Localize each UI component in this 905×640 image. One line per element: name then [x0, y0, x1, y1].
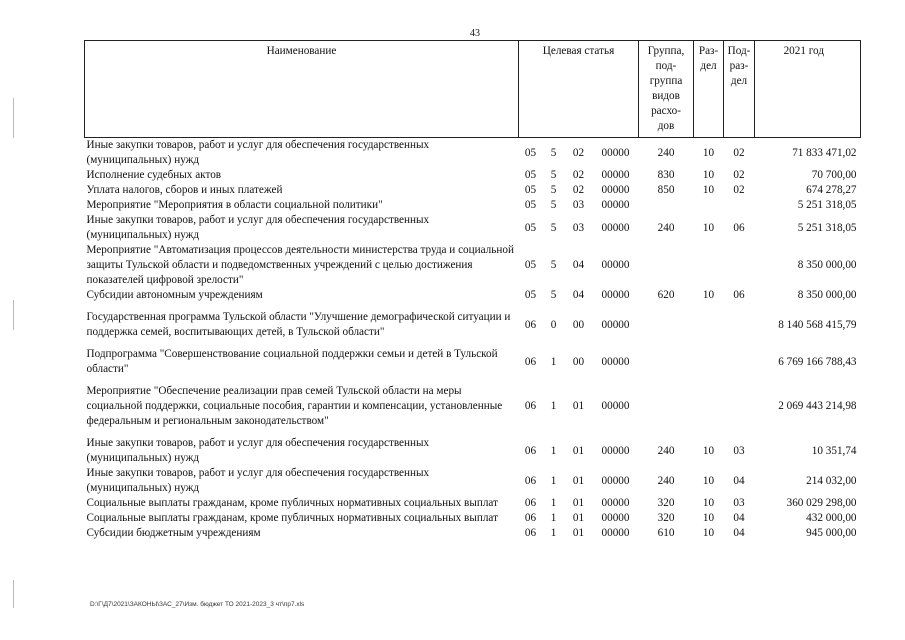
row-code-program: 06: [524, 497, 537, 509]
header-target-article: Целевая статья: [519, 41, 639, 138]
row-code-direction: 00000: [601, 318, 630, 331]
row-code-direction: 00000: [601, 497, 630, 509]
row-section: 10: [702, 169, 715, 181]
row-group: 240: [657, 444, 675, 457]
row-group: 320: [657, 497, 675, 509]
row-amount: 6 769 166 788,43: [778, 355, 857, 368]
row-code-subprogram: 1: [550, 474, 557, 487]
row-code-event: 00: [572, 318, 585, 331]
row-amount: 945 000,00: [806, 527, 857, 539]
row-name: Государственная программа Тульской области "Улучшение демографической ситуации и поддержка семей, воспитывающих детей, в Тульской области": [86, 311, 511, 338]
row-code-direction: 00000: [601, 199, 630, 211]
row-code-event: 03: [572, 199, 585, 211]
row-code-direction: 00000: [601, 474, 630, 487]
row-code-subprogram: 5: [550, 146, 557, 159]
row-spacer: [85, 340, 861, 347]
table-row: [85, 183, 861, 198]
row-amount: 10 351,74: [811, 444, 857, 457]
row-code-program: 05: [524, 184, 537, 196]
row-code-direction: 00000: [601, 512, 630, 524]
row-subsection: [724, 310, 755, 340]
row-code-direction: 00000: [601, 259, 630, 271]
row-section: [694, 243, 724, 288]
row-amount: 5 251 318,05: [797, 221, 857, 234]
row-section: [694, 198, 724, 213]
row-code-direction: 00000: [601, 184, 630, 196]
header-year: 2021 год: [755, 41, 861, 138]
row-code-subprogram: 1: [550, 497, 557, 509]
row-amount: 432 000,00: [806, 512, 857, 524]
row-section: 10: [702, 146, 715, 159]
table-row: [85, 511, 861, 526]
header-name: Наименование: [85, 41, 519, 138]
row-group: 830: [657, 169, 675, 181]
row-code-event: 01: [572, 474, 585, 487]
row-code-event: 01: [572, 497, 585, 509]
row-code-subprogram: 5: [550, 259, 557, 271]
row-code-subprogram: 5: [550, 184, 557, 196]
row-code-event: 01: [572, 527, 585, 539]
row-code-event: 01: [572, 400, 585, 412]
table-row: [85, 243, 861, 288]
row-code-event: 04: [572, 289, 585, 301]
row-code-direction: 00000: [601, 444, 630, 457]
table-row: [85, 213, 861, 243]
row-group: [639, 243, 694, 288]
row-amount: 214 032,00: [806, 474, 857, 487]
row-subsection: 06: [733, 289, 745, 301]
table-row: [85, 310, 861, 340]
row-section: [694, 347, 724, 377]
row-name: Социальные выплаты гражданам, кроме публичных нормативных социальных выплат: [86, 497, 498, 509]
row-section: 10: [702, 527, 715, 539]
row-name: Уплата налогов, сборов и иных платежей: [86, 184, 283, 196]
row-section: 10: [702, 497, 715, 509]
row-code-direction: 00000: [601, 221, 630, 234]
page-number: 43: [470, 28, 480, 39]
row-subsection: 04: [733, 512, 745, 524]
row-subsection: 02: [733, 146, 745, 159]
row-code-direction: 00000: [601, 289, 630, 301]
row-subsection: [724, 198, 755, 213]
row-code-event: 01: [572, 512, 585, 524]
row-name: Социальные выплаты гражданам, кроме публичных нормативных социальных выплат: [86, 512, 498, 524]
row-section: [694, 310, 724, 340]
row-code-program: 06: [524, 400, 537, 412]
row-code-program: 06: [524, 474, 537, 487]
row-code-event: 03: [572, 221, 585, 234]
row-group: 240: [657, 474, 675, 487]
row-group: 320: [657, 512, 675, 524]
row-spacer: [85, 429, 861, 436]
row-subsection: 03: [733, 444, 745, 457]
row-code-subprogram: 5: [550, 221, 557, 234]
table-row: [85, 347, 861, 377]
row-section: 10: [702, 512, 715, 524]
row-spacer: [85, 377, 861, 384]
table-row: [85, 436, 861, 466]
table-row: [85, 526, 861, 541]
row-amount: 8 350 000,00: [797, 289, 857, 301]
row-section: 10: [702, 221, 715, 234]
row-amount: 2 069 443 214,98: [778, 400, 857, 412]
row-subsection: 06: [733, 221, 745, 234]
row-code-subprogram: 5: [550, 199, 557, 211]
row-subsection: 04: [733, 474, 745, 487]
row-name: Иные закупки товаров, работ и услуг для обеспечения государственных (муниципальных) нужд: [86, 437, 430, 464]
row-code-program: 05: [524, 289, 537, 301]
row-amount: 5 251 318,05: [797, 199, 857, 211]
row-code-event: 02: [572, 169, 585, 181]
table-row: [85, 168, 861, 183]
row-code-program: 06: [524, 527, 537, 539]
row-code-event: 02: [572, 184, 585, 196]
row-name: Мероприятие "Мероприятия в области социальной политики": [86, 199, 383, 211]
row-subsection: [724, 384, 755, 429]
row-group: [639, 310, 694, 340]
table-row: [85, 496, 861, 511]
row-name: Иные закупки товаров, работ и услуг для обеспечения государственных (муниципальных) нужд: [86, 214, 430, 241]
row-code-subprogram: 1: [550, 527, 557, 539]
row-subsection: [724, 243, 755, 288]
row-amount: 8 140 568 415,79: [778, 318, 857, 331]
table-body: [85, 138, 861, 542]
row-name: Исполнение судебных актов: [86, 169, 222, 181]
row-section: 10: [702, 474, 715, 487]
table-row: [85, 466, 861, 496]
header-section: Раз- дел: [694, 41, 724, 138]
row-spacer: [85, 303, 861, 310]
row-code-program: 06: [524, 444, 537, 457]
row-subsection: 03: [733, 497, 745, 509]
row-code-program: 06: [524, 318, 537, 331]
table-header-row: [85, 41, 861, 138]
row-subsection: 02: [733, 184, 745, 196]
table-row: [85, 198, 861, 213]
row-code-program: 05: [524, 259, 537, 271]
row-name: Субсидии автономным учреждениям: [86, 289, 263, 301]
row-code-program: 06: [524, 512, 537, 524]
row-section: [694, 384, 724, 429]
row-code-program: 05: [524, 221, 537, 234]
row-name: Мероприятие "Обеспечение реализации прав семей Тульской области на меры социальной поддержки, социальные пособия, гарантии и компенсации, установленные федеральным и региональным законодательством": [86, 385, 503, 427]
table-row: [85, 384, 861, 429]
row-group: [639, 347, 694, 377]
row-name: Подпрограмма "Совершенствование социальной поддержки семьи и детей в Тульской области": [86, 348, 498, 375]
row-group: 610: [657, 527, 675, 539]
row-code-program: 05: [524, 169, 537, 181]
margin-mark: [13, 580, 14, 608]
footer-file-path: D:\Г\Д7\2021\ЗАКОНЫ\ЗАС_27\Изм. бюджет ТО 2021-2023_3 чт\пр7.xls: [90, 601, 305, 608]
row-amount: 8 350 000,00: [797, 259, 857, 271]
row-subsection: 02: [733, 169, 745, 181]
row-group: 850: [657, 184, 675, 196]
row-section: 10: [702, 184, 715, 196]
row-name: Субсидии бюджетным учреждениям: [86, 527, 261, 539]
row-name: Мероприятие "Автоматизация процессов деятельности министерства труда и социальной защиты Тульской области и подведомственных учреждений с целью достижения показателей цифровой зрелости": [86, 244, 514, 286]
table-row: [85, 138, 861, 169]
row-code-event: 00: [572, 355, 585, 368]
header-group: Группа, под- группа видов расхо- дов: [639, 41, 694, 138]
row-code-subprogram: 1: [550, 512, 557, 524]
row-code-direction: 00000: [601, 169, 630, 181]
row-group: 240: [657, 221, 675, 234]
row-subsection: [724, 347, 755, 377]
header-subsection: Под- раз- дел: [724, 41, 755, 138]
row-section: 10: [702, 444, 715, 457]
row-amount: 360 029 298,00: [786, 497, 857, 509]
row-amount: 71 833 471,02: [792, 146, 857, 159]
row-group: [639, 198, 694, 213]
row-code-direction: 00000: [601, 527, 630, 539]
row-code-direction: 00000: [601, 146, 630, 159]
margin-mark: [13, 300, 14, 330]
row-group: 620: [657, 289, 675, 301]
row-code-event: 04: [572, 259, 585, 271]
row-code-subprogram: 1: [550, 444, 557, 457]
row-code-subprogram: 5: [550, 169, 557, 181]
row-subsection: 04: [733, 527, 745, 539]
row-code-subprogram: 1: [550, 355, 557, 368]
row-code-program: 05: [524, 199, 537, 211]
row-code-program: 06: [524, 355, 537, 368]
row-group: 240: [657, 146, 675, 159]
row-code-direction: 00000: [601, 355, 630, 368]
margin-mark: [13, 98, 14, 138]
row-code-direction: 00000: [601, 400, 630, 412]
row-group: [639, 384, 694, 429]
budget-table: [84, 40, 861, 541]
row-code-subprogram: 5: [550, 289, 557, 301]
row-amount: 674 278,27: [806, 184, 857, 196]
table-row: [85, 288, 861, 303]
row-section: 10: [702, 289, 715, 301]
row-code-event: 02: [572, 146, 585, 159]
row-name: Иные закупки товаров, работ и услуг для обеспечения государственных (муниципальных) нужд: [86, 139, 430, 166]
row-code-subprogram: 1: [550, 400, 557, 412]
row-code-subprogram: 0: [550, 318, 557, 331]
row-amount: 70 700,00: [811, 169, 857, 181]
row-name: Иные закупки товаров, работ и услуг для обеспечения государственных (муниципальных) нужд: [86, 467, 430, 494]
row-code-program: 05: [524, 146, 537, 159]
row-code-event: 01: [572, 444, 585, 457]
